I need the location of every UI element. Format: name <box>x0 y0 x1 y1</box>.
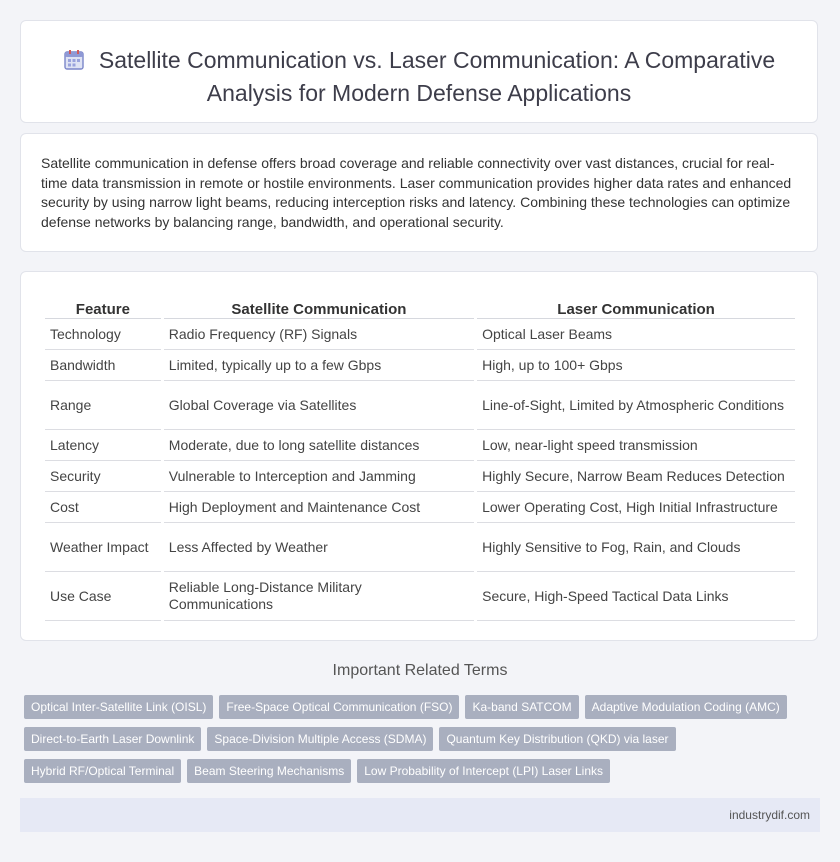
laser-cell: Line-of-Sight, Limited by Atmospheric Conditions <box>477 381 795 430</box>
laser-cell: Lower Operating Cost, High Initial Infrastructure <box>477 492 795 523</box>
tag-row <box>24 727 804 759</box>
footer-bar <box>20 798 820 832</box>
related-term-tag[interactable]: Ka-band SATCOM <box>465 695 578 719</box>
comparison-table <box>42 292 798 621</box>
footer-site-link[interactable]: industrydif.com <box>729 808 810 822</box>
feature-cell: Range <box>45 381 161 430</box>
laser-cell: Highly Sensitive to Fog, Rain, and Clouds <box>477 523 795 572</box>
table-row <box>45 461 795 492</box>
feature-cell: Security <box>45 461 161 492</box>
page-title <box>21 45 817 108</box>
intro-paragraph: Satellite communication in defense offers broad coverage and reliable connectivity over vast distances, crucial for real-time data transmission in remote or hostile environments. Laser communication provides higher data rates and enhanced security by using narrow light beams, reducing interception risks and latency. Combining these technologies can optimize defense networks by balancing range, bandwidth, and operational security. <box>41 155 792 230</box>
laser-cell: Highly Secure, Narrow Beam Reduces Detection <box>477 461 795 492</box>
feature-cell: Cost <box>45 492 161 523</box>
header-laser: Laser Communication <box>477 292 795 319</box>
tag-row <box>24 759 804 791</box>
related-term-tag[interactable]: Quantum Key Distribution (QKD) via laser <box>439 727 675 751</box>
feature-cell: Bandwidth <box>45 350 161 381</box>
table-row <box>45 319 795 350</box>
related-term-tag[interactable]: Hybrid RF/Optical Terminal <box>24 759 181 783</box>
related-term-tag[interactable]: Direct-to-Earth Laser Downlink <box>24 727 201 751</box>
laser-cell: High, up to 100+ Gbps <box>477 350 795 381</box>
satellite-cell: Less Affected by Weather <box>164 523 474 572</box>
calendar-icon <box>63 48 85 78</box>
intro-card <box>20 133 818 252</box>
related-term-tag[interactable]: Adaptive Modulation Coding (AMC) <box>585 695 787 719</box>
table-header-row <box>45 292 795 319</box>
table-row <box>45 381 795 430</box>
related-term-tag[interactable]: Free-Space Optical Communication (FSO) <box>219 695 459 719</box>
table-row <box>45 572 795 621</box>
comparison-card <box>20 271 818 641</box>
page-title-text: Satellite Communication vs. Laser Communication: A Comparative Analysis for Modern Defense Applications <box>98 47 776 106</box>
laser-cell: Secure, High-Speed Tactical Data Links <box>477 572 795 621</box>
header-satellite: Satellite Communication <box>164 292 474 319</box>
satellite-cell: Limited, typically up to a few Gbps <box>164 350 474 381</box>
related-terms-list <box>24 695 804 791</box>
laser-cell: Low, near-light speed transmission <box>477 430 795 461</box>
table-row <box>45 523 795 572</box>
satellite-cell: Reliable Long-Distance Military Communications <box>164 572 474 621</box>
related-term-tag[interactable]: Space-Division Multiple Access (SDMA) <box>207 727 433 751</box>
satellite-cell: Vulnerable to Interception and Jamming <box>164 461 474 492</box>
laser-cell: Optical Laser Beams <box>477 319 795 350</box>
header-feature: Feature <box>45 292 161 319</box>
feature-cell: Latency <box>45 430 161 461</box>
satellite-cell: Global Coverage via Satellites <box>164 381 474 430</box>
tag-row <box>24 695 804 727</box>
feature-cell: Weather Impact <box>45 523 161 572</box>
satellite-cell: Moderate, due to long satellite distances <box>164 430 474 461</box>
satellite-cell: Radio Frequency (RF) Signals <box>164 319 474 350</box>
feature-cell: Use Case <box>45 572 161 621</box>
related-terms-title: Important Related Terms <box>332 662 508 679</box>
feature-cell: Technology <box>45 319 161 350</box>
table-row <box>45 430 795 461</box>
related-term-tag[interactable]: Beam Steering Mechanisms <box>187 759 351 783</box>
table-row <box>45 492 795 523</box>
title-card <box>20 20 818 123</box>
table-row <box>45 350 795 381</box>
related-term-tag[interactable]: Low Probability of Intercept (LPI) Laser Links <box>357 759 610 783</box>
satellite-cell: High Deployment and Maintenance Cost <box>164 492 474 523</box>
related-term-tag[interactable]: Optical Inter-Satellite Link (OISL) <box>24 695 213 719</box>
